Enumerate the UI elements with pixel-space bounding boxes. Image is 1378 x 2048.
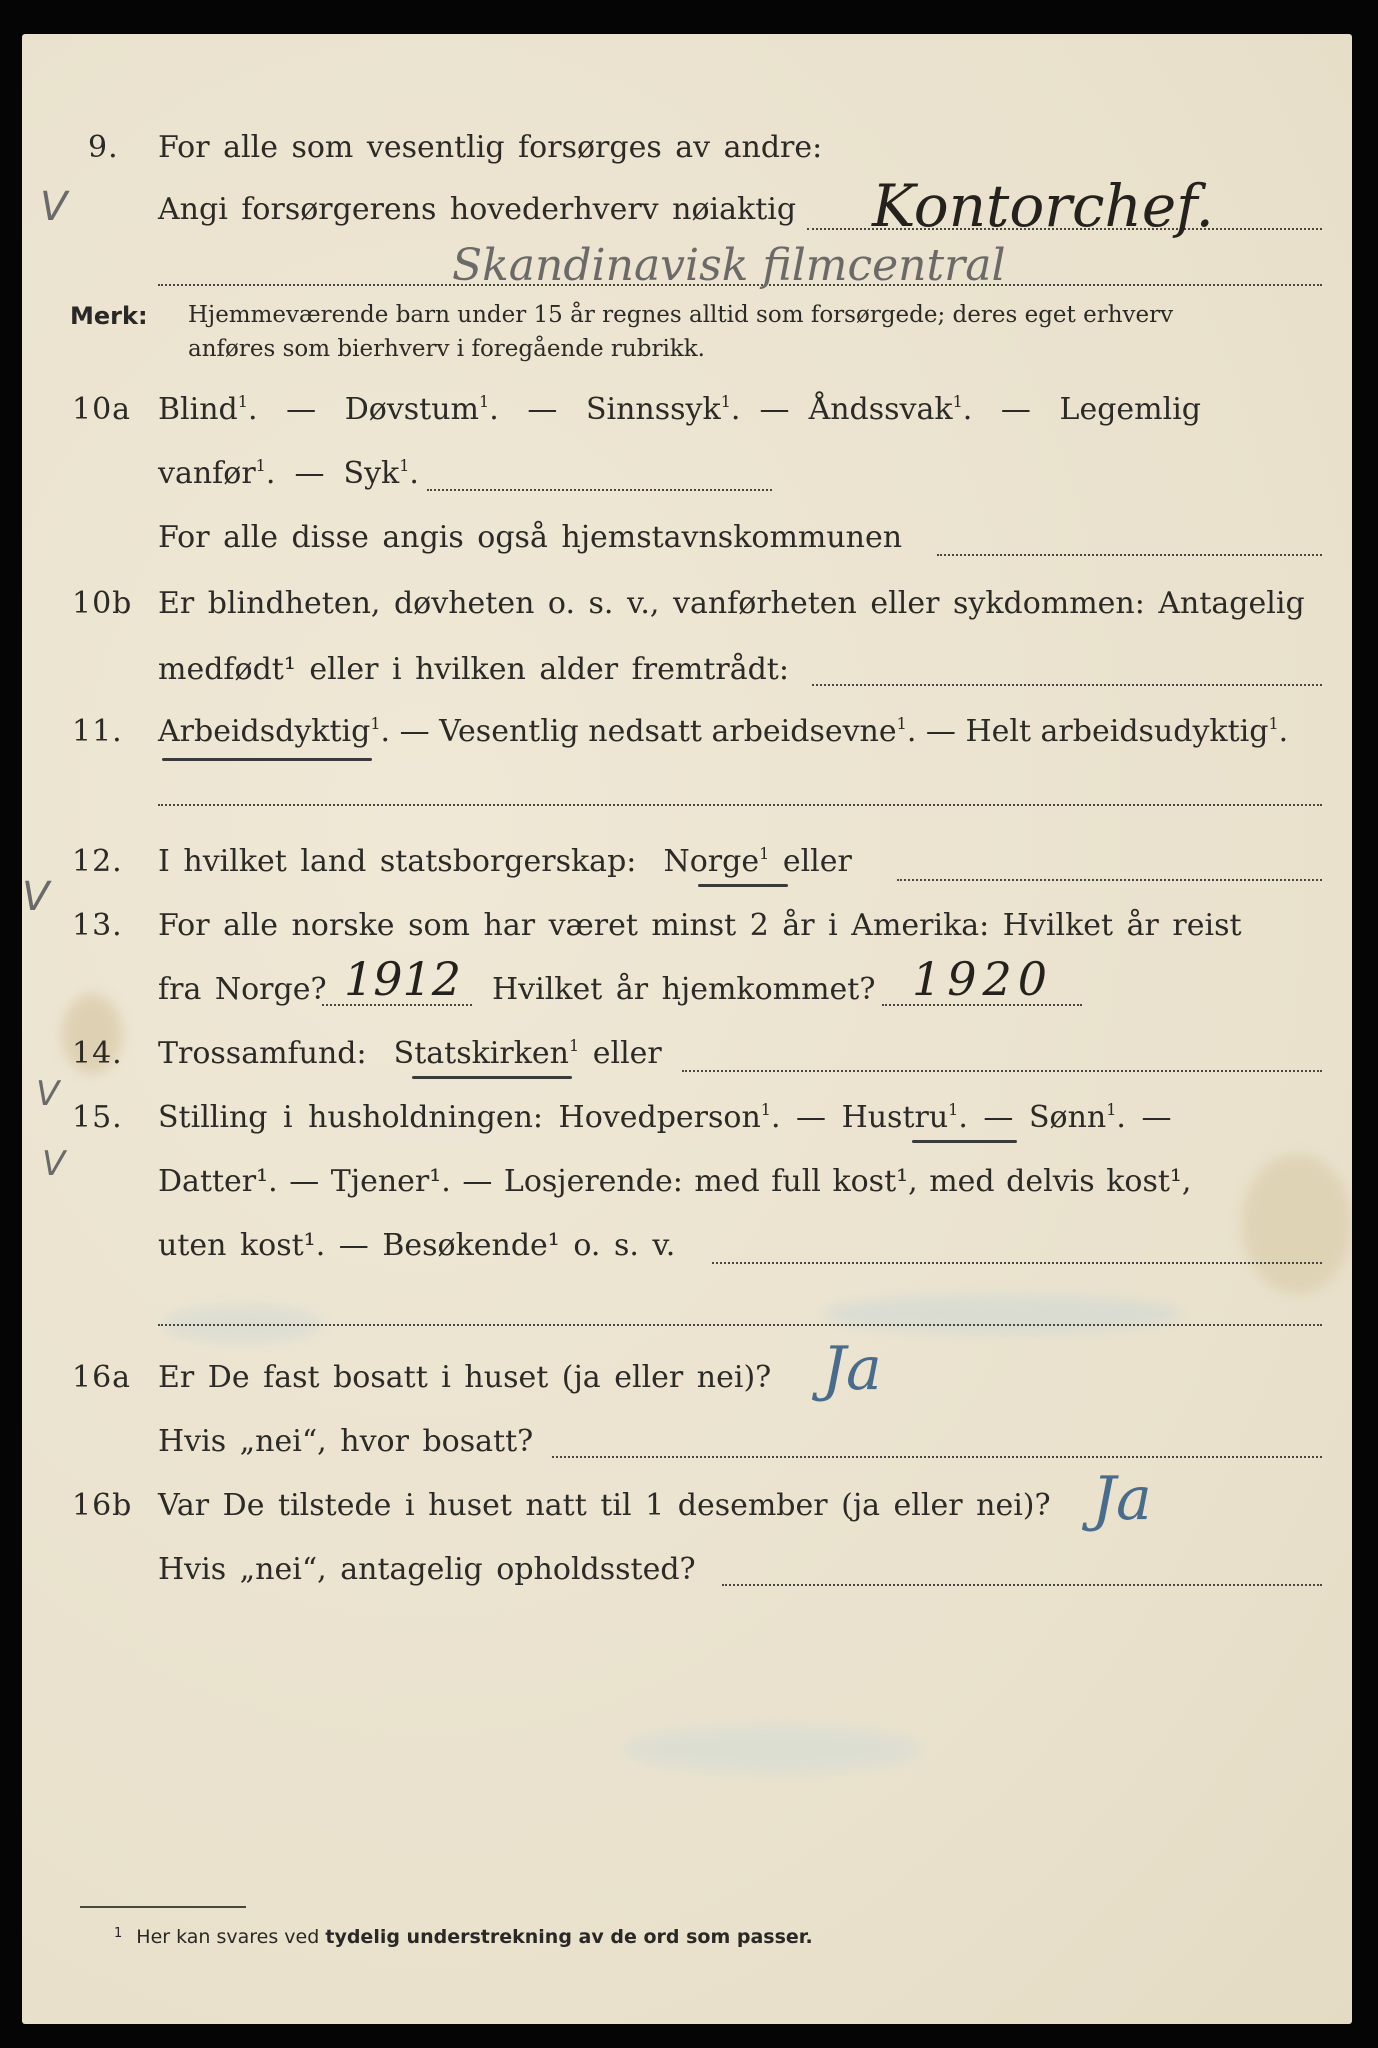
merk-line2: anføres som bierhverv i foregående rubrikk.	[188, 336, 705, 362]
q15-line1a: Stilling i husholdningen: Hovedperson	[158, 1100, 761, 1135]
q10b-answer-line	[812, 684, 1322, 686]
q13-year-emigrated: 1912	[344, 952, 462, 1006]
opt-norge: Norge	[663, 844, 760, 879]
stain	[1242, 1154, 1352, 1294]
q12-answer-line	[897, 879, 1322, 881]
q9-answer-employer: Skandinavisk filmcentral	[452, 240, 1006, 291]
footnote-rule	[80, 1906, 246, 1908]
q11-answer-line	[158, 804, 1322, 806]
q10b-number: 10b	[72, 586, 133, 621]
opt-nedsatt: Vesentlig nedsatt arbeidsevne	[439, 714, 897, 749]
footnote	[114, 1926, 813, 1948]
opt-andssvak: Åndssvak	[808, 392, 953, 427]
q16a-number: 16a	[72, 1360, 132, 1395]
opt-dovstum: Døvstum	[344, 392, 480, 427]
opt-udyktig: Helt arbeidsudyktig	[965, 714, 1269, 749]
merk-line1: Hjemmeværende barn under 15 år regnes alltid som forsørgede; deres eget erhverv	[188, 302, 1174, 328]
q11-line: Arbeidsdyktig$^1$. — Vesentlig nedsatt arbeidsevne$^1$. — Helt arbeidsudyktig$^1$.	[158, 714, 1289, 749]
q13-hjem: Hvilket år hjemkommet?	[492, 972, 876, 1007]
q10a-syk-line	[427, 489, 772, 491]
q15-line1: Stilling i husholdningen: Hovedperson$^1$. — Hustru$^1$. — Sønn$^1$. —	[158, 1100, 1172, 1135]
opt-vanfor: vanfør	[158, 456, 256, 491]
opt-sonn: Sønn	[1028, 1100, 1107, 1135]
q10a-number: 10a	[72, 392, 132, 427]
q15-answer-line2	[158, 1324, 1322, 1326]
opt-statskirken: Statskirken	[393, 1036, 569, 1071]
opt-arbeidsdyktig: Arbeidsdyktig	[158, 714, 371, 749]
q16a-answer: Ja	[822, 1334, 882, 1404]
q14-underline	[412, 1076, 572, 1079]
q11-number: 11.	[72, 714, 123, 749]
q15-underline	[912, 1140, 1017, 1143]
q12-text: I hvilket land statsborgerskap:	[158, 844, 637, 879]
q9-number: 9.	[88, 130, 119, 165]
check-mark: V	[36, 1074, 60, 1114]
q13-number: 13.	[72, 908, 123, 943]
q9-line2: Angi forsørgerens hovederhverv nøiaktig	[158, 192, 797, 227]
q15-answer-line	[712, 1262, 1322, 1264]
q16a-line1: Er De fast bosatt i huset (ja eller nei)?	[158, 1360, 772, 1395]
q12-eller: eller	[782, 844, 852, 879]
q10a-line2: vanfør$^1$. — Syk$^1$.	[158, 456, 419, 491]
q13-line1: For alle norske som har været minst 2 år i Amerika: Hvilket år reist	[158, 908, 1242, 943]
q11-underline	[162, 758, 372, 761]
q13-fra: fra Norge?	[158, 972, 327, 1007]
opt-legemlig: Legemlig	[1059, 392, 1201, 427]
q16b-number: 16b	[72, 1488, 133, 1523]
q14-answer-line	[682, 1070, 1322, 1072]
q12-line: I hvilket land statsborgerskap: Norge$^1$ eller	[158, 844, 852, 879]
q13-year-returned: 1920	[912, 952, 1054, 1006]
q12-underline	[698, 884, 788, 887]
q16b-line2: Hvis „nei“, antagelig opholdssted?	[158, 1552, 696, 1587]
q16a-line2: Hvis „nei“, hvor bosatt?	[158, 1424, 534, 1459]
footnote-text: Her kan svares ved	[136, 1926, 320, 1948]
q14-eller: eller	[592, 1036, 662, 1071]
q14-text: Trossamfund:	[158, 1036, 367, 1071]
q16b-answer: Ja	[1092, 1464, 1152, 1534]
q9-line1: For alle som vesentlig forsørges av andre:	[158, 130, 823, 165]
merk-label: Merk:	[70, 302, 148, 330]
q14-line: Trossamfund: Statskirken$^1$ eller	[158, 1036, 662, 1071]
opt-sinnssyk: Sinnssyk	[585, 392, 721, 427]
q10a-line1: Blind$^1$. — Døvstum$^1$. — Sinnssyk$^1$. — Åndssvak$^1$. — Legemlig	[158, 392, 1201, 427]
check-mark: V	[40, 184, 68, 230]
q15-line2: Datter¹. — Tjener¹. — Losjerende: med full kost¹, med delvis kost¹,	[158, 1164, 1192, 1199]
q10b-line1: Er blindheten, døvheten o. s. v., vanførheten eller sykdommen: Antagelig	[158, 586, 1305, 621]
q9-answer-occupation: Kontorchef.	[872, 172, 1214, 240]
check-mark: V	[22, 874, 50, 920]
q12-number: 12.	[72, 844, 123, 879]
census-form-page	[22, 34, 1352, 2024]
stain	[822, 1294, 1182, 1334]
opt-syk: Syk	[343, 456, 400, 491]
check-mark: V	[42, 1144, 66, 1184]
opt-hustru: Hustru	[841, 1100, 949, 1135]
q14-number: 14.	[72, 1036, 123, 1071]
footnote-bold: tydelig understrekning av de ord som passer.	[325, 1926, 813, 1948]
stain	[622, 1724, 922, 1774]
q15-number: 15.	[72, 1100, 123, 1135]
q16b-line1: Var De tilstede i huset natt til 1 desember (ja eller nei)?	[158, 1488, 1051, 1523]
opt-blind: Blind	[158, 392, 238, 427]
footnote-mark: 1	[114, 1926, 123, 1941]
q16a-answer-line	[552, 1456, 1322, 1458]
q10a-kommune-line	[937, 554, 1322, 556]
q16b-answer-line	[722, 1584, 1322, 1586]
q10a-line3: For alle disse angis også hjemstavnskommunen	[158, 520, 903, 555]
q10b-line2: medfødt¹ eller i hvilken alder fremtrådt:	[158, 652, 789, 687]
q15-line3: uten kost¹. — Besøkende¹ o. s. v.	[158, 1228, 676, 1263]
